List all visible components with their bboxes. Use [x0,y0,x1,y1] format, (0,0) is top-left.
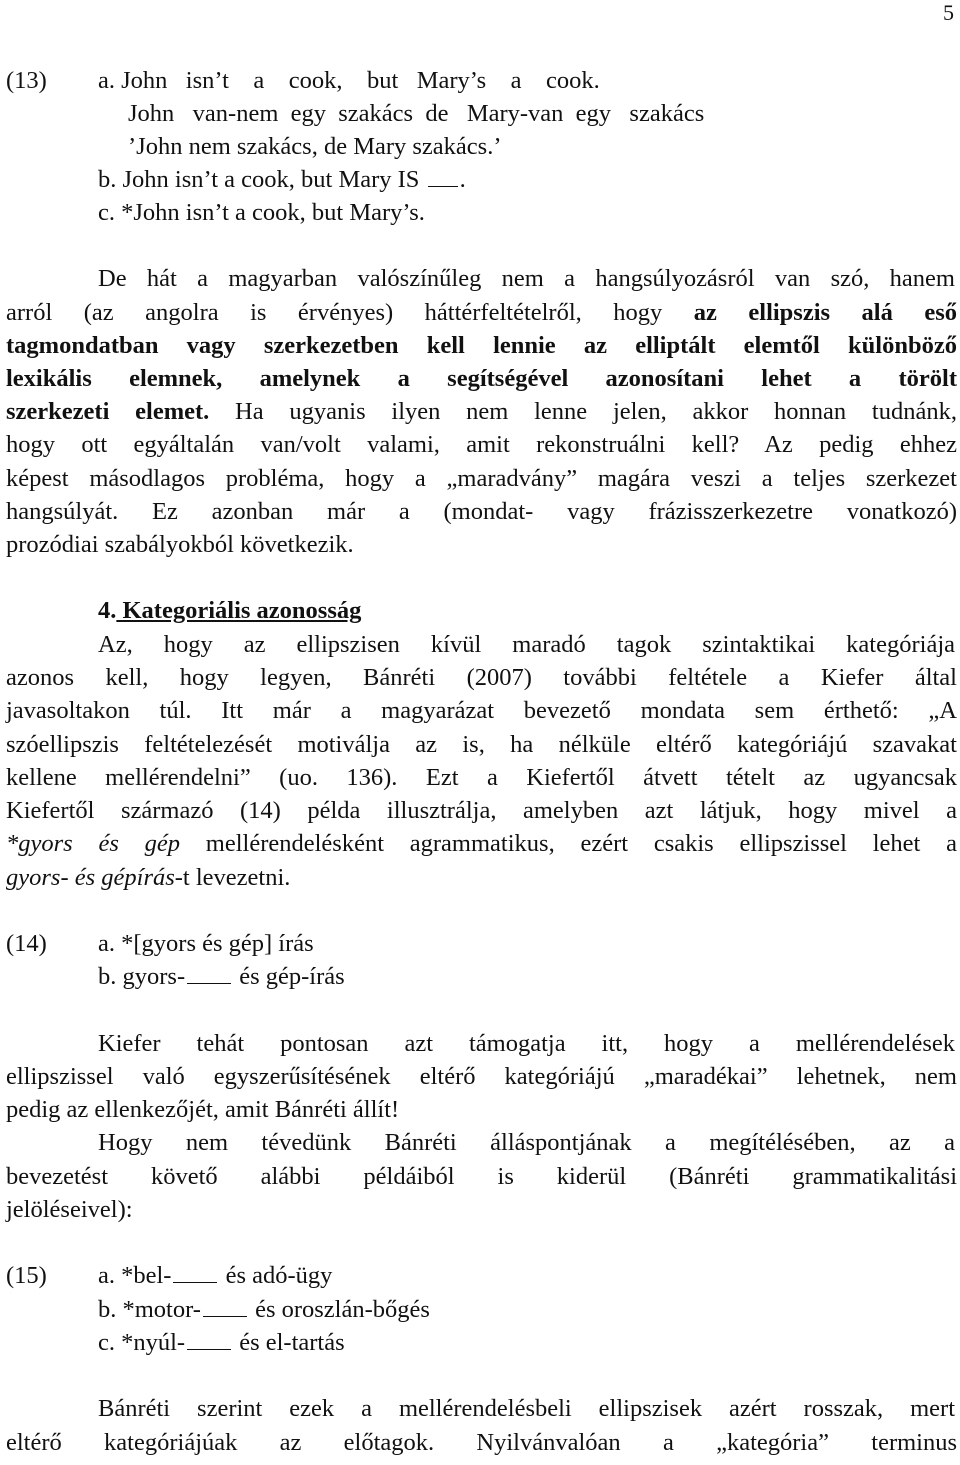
example-text: a. *bel- [98,1262,172,1289]
example-number: (15) [6,1262,47,1289]
text-line [6,298,957,328]
example-line-b [98,1295,430,1325]
text-line: eltérő kategóriájúak az előtagok. Nyilvánvalóan a „kategória” terminus [6,1429,957,1456]
blank-gap [187,963,231,984]
blank-gap [203,1296,247,1317]
example-line-a: a. John isn’t a cook, but Mary’s a cook. [98,67,600,94]
text-line [6,829,957,859]
example-number: (13) [6,67,47,94]
text-line: ellipszissel való egyszerűsítésének eltérő kategóriájú „maradékai” lehetnek, nem [6,1063,957,1090]
section-heading [98,596,361,626]
example-line-c [98,1328,345,1358]
text-line: Hogy nem tévedünk Bánréti álláspontjának a megítélésében, az a [98,1129,955,1156]
example-number: (14) [6,930,47,957]
section-number: 4. [98,597,117,624]
example-text: b. gyors- [98,963,186,990]
text-line [6,863,957,893]
example-text: c. *nyúl- [98,1329,186,1356]
text-line: szóellipszis feltételezését motiválja az is, ha nélküle eltérő kategóriájú szavakat [6,731,957,758]
text-line: prozódiai szabályokból következik. [6,531,354,558]
example-text: és oroszlán-bőgés [248,1296,430,1323]
text-span: -t levezetni. [174,864,291,891]
text-line: hogy ott egyáltalán van/volt valami, amit rekonstruálni kell? Az pedig ehhez [6,431,957,458]
bold-span: szerkezeti elemet. [6,398,210,425]
text-span: arról (az angolra is érvényes) háttérfeltételről, hogy [6,299,694,326]
text-span: mellérendelésként agrammatikus, ezért csakis ellipszissel lehet a [180,830,957,857]
text-line: De hát a magyarban valószínűleg nem a hangsúlyozásról van szó, hanem [98,265,955,292]
example-line-a: a. *[gyors és gép] írás [98,930,314,957]
text-line: kellene mellérendelni” (uo. 136). Ezt a Kiefertől átvett tételt az ugyancsak [6,764,957,791]
example-line-c: c. *John isn’t a cook, but Mary’s. [98,199,425,226]
text-line: Az, hogy az ellipszisen kívül maradó tagok szintaktikai kategóriája [98,631,955,658]
text-line: jelöléseivel): [6,1196,133,1223]
example-text: és gép-írás [233,963,345,990]
text-line: lexikális elemnek, amelynek a segítségével azonosítani lehet a törölt [6,365,957,392]
example-text: b. John isn’t a cook, but Mary IS [98,166,420,193]
example-text: b. *motor- [98,1296,201,1323]
blank-gap [187,1329,231,1350]
section-title: Kategoriális azonosság [116,597,362,624]
page-number: 5 [943,0,954,25]
text-span: Ha ugyanis ilyen nem lenne jelen, akkor honnan tudnánk, [209,398,957,425]
text-line: bevezetést követő alábbi példáiból is kiderül (Bánréti grammatikalitási [6,1163,957,1190]
text-line: Kiefertől származó (14) példa illusztrálja, amelyben azt látjuk, hogy mivel a [6,797,957,824]
example-text: . [459,166,466,193]
text-line: pedig az ellenkezőjét, amit Bánréti állít! [6,1096,400,1123]
example-gloss: John van-nem egy szakács de Mary-van egy szakács [128,100,705,127]
example-translation: ’John nem szakács, de Mary szakács.’ [128,133,502,160]
text-line: javasoltakon túl. Itt már a magyarázat bevezető mondata sem érthető: „A [6,697,957,724]
example-line-b [98,962,345,992]
text-line: azonos kell, hogy legyen, Bánréti (2007) további feltétele a Kiefer által [6,664,957,691]
text-line: képest másodlagos probléma, hogy a „maradvány” magára veszi a teljes szerkezet [6,465,957,492]
bold-span: az ellipszis alá eső [693,299,958,326]
text-line: Bánréti szerint ezek a mellérendelésbeli ellipszisek azért rosszak, mert [98,1395,955,1422]
italic-span: *gyors és gép [6,830,181,857]
blank-gap [428,166,458,187]
blank-gap [173,1262,217,1283]
example-text: és adó-ügy [219,1262,333,1289]
italic-span: gyors- és gépírás [6,864,175,891]
text-line [6,397,957,427]
example-text: és el-tartás [233,1329,345,1356]
example-line-a [98,1261,332,1291]
text-line: Kiefer tehát pontosan azt támogatja itt, hogy a mellérendelések [98,1030,955,1057]
text-line: hangsúlyát. Ez azonban már a (mondat- vagy frázisszerkezetre vonatkozó) [6,498,957,525]
text-line: tagmondatban vagy szerkezetben kell lennie az elliptált elemtől különböző [6,332,957,359]
example-line-b [98,165,466,195]
